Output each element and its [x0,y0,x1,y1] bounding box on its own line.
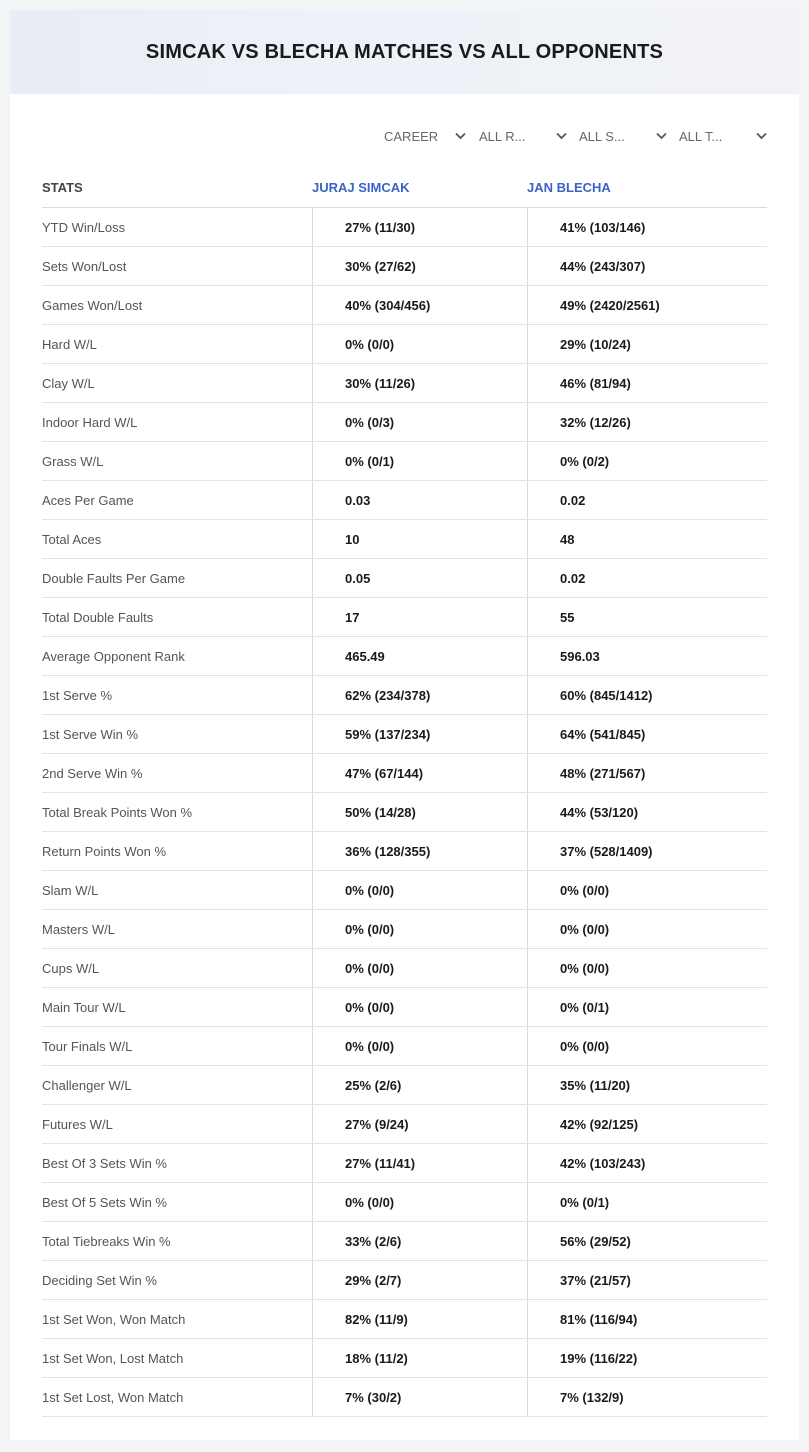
player2-value: 37% (528/1409) [527,832,767,870]
stat-label: 1st Serve % [42,687,113,703]
table-row [42,910,767,949]
table-row [42,325,767,364]
period-filter-label: CAREER [384,128,439,144]
table-row [42,1105,767,1144]
player1-link[interactable]: JURAJ SIMCAK [312,180,410,195]
table-row [42,520,767,559]
table-row [42,988,767,1027]
table-row [42,442,767,481]
table-header [42,168,767,208]
player1-value: 27% (11/41) [312,1144,527,1182]
player1-value: 50% (14/28) [312,793,527,831]
stat-label: 1st Serve Win % [42,726,139,742]
player2-value: 55 [527,598,767,636]
table-row [42,481,767,520]
player2-link[interactable]: JAN BLECHA [527,180,611,195]
player1-value: 0% (0/0) [312,1027,527,1065]
card-header [10,10,799,94]
player1-value: 0% (0/0) [312,910,527,948]
stat-label: Hard W/L [42,336,97,352]
player1-value: 0% (0/0) [312,988,527,1026]
chevron-down-icon [454,130,466,142]
player1-value: 0% (0/0) [312,325,527,363]
stat-label: 2nd Serve Win % [42,765,143,781]
stat-label: Futures W/L [42,1116,113,1132]
table-row [42,286,767,325]
player1-value: 47% (67/144) [312,754,527,792]
player2-value: 41% (103/146) [527,208,767,246]
stat-label: Total Tiebreaks Win % [42,1233,171,1249]
stats-card [10,10,799,1440]
table-row [42,1066,767,1105]
player1-value: 62% (234/378) [312,676,527,714]
stat-label: Tour Finals W/L [42,1038,133,1054]
player2-value: 0.02 [527,559,767,597]
stat-label: Return Points Won % [42,843,167,859]
table-row [42,403,767,442]
table-row [42,598,767,637]
player1-value: 27% (9/24) [312,1105,527,1143]
page-title: SIMCAK VS BLECHA MATCHES VS ALL OPPONENTS [145,40,664,63]
player2-value: 48% (271/567) [527,754,767,792]
table-row [42,208,767,247]
player2-value: 0% (0/0) [527,871,767,909]
surface-filter-label: ALL S... [579,128,625,144]
stat-label: Total Double Faults [42,609,154,625]
tournament-filter-dropdown[interactable] [679,124,767,148]
player2-value: 44% (243/307) [527,247,767,285]
stat-label: Challenger W/L [42,1077,132,1093]
player2-value: 0% (0/0) [527,1027,767,1065]
stat-label: 1st Set Lost, Won Match [42,1389,184,1405]
stat-label: Deciding Set Win % [42,1272,157,1288]
table-row [42,832,767,871]
table-row [42,676,767,715]
stat-label: Main Tour W/L [42,999,126,1015]
player2-value: 29% (10/24) [527,325,767,363]
chevron-down-icon [755,130,767,142]
stat-label: Best Of 3 Sets Win % [42,1155,167,1171]
player2-value: 42% (92/125) [527,1105,767,1143]
player2-value: 46% (81/94) [527,364,767,402]
round-filter-dropdown[interactable] [479,124,567,148]
player1-value: 33% (2/6) [312,1222,527,1260]
stat-label: Best Of 5 Sets Win % [42,1194,167,1210]
player2-value: 35% (11/20) [527,1066,767,1104]
chevron-down-icon [555,130,567,142]
player2-value: 596.03 [527,637,767,675]
table-row [42,715,767,754]
stat-label: Sets Won/Lost [42,258,127,274]
table-row [42,247,767,286]
player2-value: 60% (845/1412) [527,676,767,714]
player1-value: 0% (0/0) [312,1183,527,1221]
stat-label: Masters W/L [42,921,115,937]
tournament-filter-label: ALL T... [679,128,723,144]
player2-value: 37% (21/57) [527,1261,767,1299]
player1-value: 30% (11/26) [312,364,527,402]
player2-value: 64% (541/845) [527,715,767,753]
table-row [42,1183,767,1222]
player1-value: 0.05 [312,559,527,597]
stat-label: Double Faults Per Game [42,570,186,586]
table-row [42,364,767,403]
stats-table [42,168,767,1417]
player2-value: 0.02 [527,481,767,519]
player1-value: 465.49 [312,637,527,675]
stat-label: YTD Win/Loss [42,219,126,235]
table-row [42,1144,767,1183]
player2-value: 44% (53/120) [527,793,767,831]
player2-value: 0% (0/1) [527,1183,767,1221]
chevron-down-icon [655,130,667,142]
player1-value: 18% (11/2) [312,1339,527,1377]
player2-value: 48 [527,520,767,558]
table-row [42,1300,767,1339]
player1-value: 0% (0/3) [312,403,527,441]
player1-value: 59% (137/234) [312,715,527,753]
player1-value: 36% (128/355) [312,832,527,870]
player2-value: 32% (12/26) [527,403,767,441]
stat-label: Games Won/Lost [42,297,143,313]
table-row [42,1339,767,1378]
stat-label: Indoor Hard W/L [42,414,138,430]
stats-column-header: STATS [42,180,83,195]
table-body [42,208,767,1417]
player2-value: 0% (0/0) [527,949,767,987]
stat-label: 1st Set Won, Lost Match [42,1350,184,1366]
stat-label: 1st Set Won, Won Match [42,1311,186,1327]
table-row [42,1378,767,1417]
stat-label: Aces Per Game [42,492,134,508]
player2-value: 56% (29/52) [527,1222,767,1260]
stat-label: Total Break Points Won % [42,804,193,820]
player2-value: 49% (2420/2561) [527,286,767,324]
table-row [42,1261,767,1300]
stat-label: Clay W/L [42,375,95,391]
table-row [42,1222,767,1261]
player1-value: 10 [312,520,527,558]
surface-filter-dropdown[interactable] [579,124,667,148]
player1-value: 0% (0/0) [312,871,527,909]
table-row [42,871,767,910]
player2-value: 7% (132/9) [527,1378,767,1416]
player1-value: 17 [312,598,527,636]
table-row [42,949,767,988]
player1-value: 29% (2/7) [312,1261,527,1299]
player1-value: 40% (304/456) [312,286,527,324]
player1-value: 25% (2/6) [312,1066,527,1104]
player1-value: 82% (11/9) [312,1300,527,1338]
player2-value: 81% (116/94) [527,1300,767,1338]
player1-value: 27% (11/30) [312,208,527,246]
stat-label: Average Opponent Rank [42,648,185,664]
table-row [42,754,767,793]
table-row [42,1027,767,1066]
player2-value: 0% (0/1) [527,988,767,1026]
player1-value: 0% (0/1) [312,442,527,480]
round-filter-label: ALL R... [479,128,526,144]
player1-value: 0% (0/0) [312,949,527,987]
stat-label: Total Aces [42,531,102,547]
player2-value: 42% (103/243) [527,1144,767,1182]
player1-value: 0.03 [312,481,527,519]
table-row [42,637,767,676]
table-row [42,793,767,832]
player2-value: 0% (0/0) [527,910,767,948]
player2-value: 0% (0/2) [527,442,767,480]
player1-value: 7% (30/2) [312,1378,527,1416]
stat-label: Grass W/L [42,453,104,469]
player2-value: 19% (116/22) [527,1339,767,1377]
stat-label: Cups W/L [42,960,100,976]
stat-label: Slam W/L [42,882,99,898]
period-filter-dropdown[interactable] [384,124,466,148]
filter-bar [10,124,799,148]
table-row [42,559,767,598]
player1-value: 30% (27/62) [312,247,527,285]
